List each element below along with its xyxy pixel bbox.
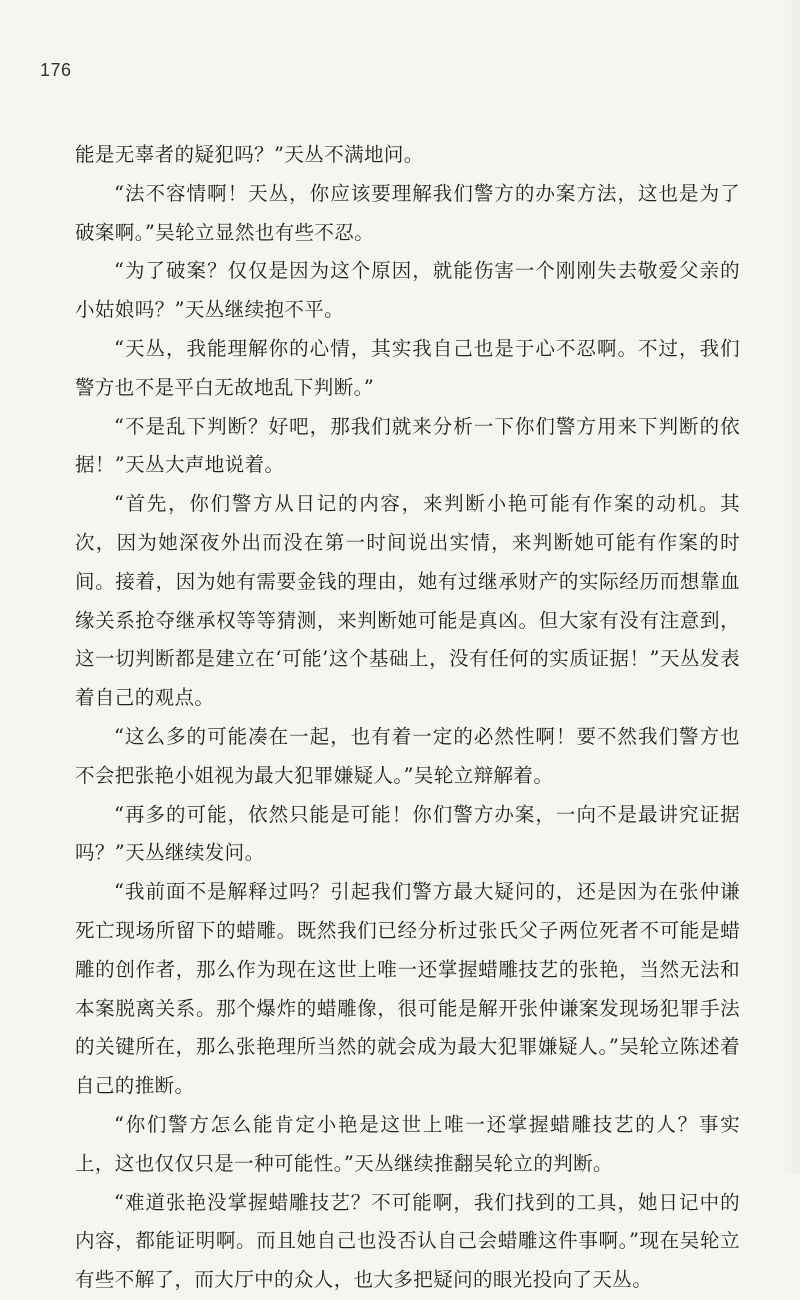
paragraph-6: “首先，你们警方从日记的内容，来判断小艳可能有作案的动机。其次，因为她深夜外出而没在第一时间说出实情，来判断她可能有作案的时间。接着，因为她有需要金钱的理由，她有过继承财产的实际经历而想靠血缘关系抢夺继承权等等猜测，来判断她可能是真凶。但大家有没有注意到，这一切判断都是建立在‘可能’这个基础上，没有任何的实质证据！”天丛发表着自己的观点。 <box>75 492 740 710</box>
page-edge-shadow <box>778 0 800 1174</box>
paragraph-3: “为了破案？仅仅是因为这个原因，就能伤害一个刚刚失去敬爱父亲的小姑娘吗？”天丛继续抱不平。 <box>75 259 740 322</box>
paragraph-9: “我前面不是解释过吗？引起我们警方最大疑问的，还是因为在张仲谦死亡现场所留下的蜡雕。既然我们已经分析过张氏父子两位死者不可能是蜡雕的创作者，那么作为现在这世上唯一还掌握蜡雕技艺的张艳，当然无法和本案脱离关系。那个爆炸的蜡雕像，很可能是解开张仲谦案发现场犯罪手法的关键所在，那么张艳理所当然的就会成为最大犯罪嫌疑人。”吴轮立陈述着自己的推断。 <box>75 880 740 1098</box>
body-text <box>75 136 740 1300</box>
paragraph-2: “法不容情啊！天丛，你应该要理解我们警方的办案方法，这也是为了破案啊。”吴轮立显然也有些不忍。 <box>75 181 740 244</box>
paragraph-5: “不是乱下判断？好吧，那我们就来分析一下你们警方用来下判断的依据！”天丛大声地说着。 <box>75 414 740 477</box>
paragraph-10: “你们警方怎么能肯定小艳是这世上唯一还掌握蜡雕技艺的人？事实上，这也仅仅只是一种可能性。”天丛继续推翻吴轮立的判断。 <box>75 1112 740 1175</box>
paragraph-4: “天丛，我能理解你的心情，其实我自己也是于心不忍啊。不过，我们警方也不是平白无故地乱下判断。” <box>75 336 740 399</box>
paragraph-11: “难道张艳没掌握蜡雕技艺？不可能啊，我们找到的工具，她日记中的内容，都能证明啊。而且她自己也没否认自己会蜡雕这件事啊。”现在吴轮立有些不解了，而大厅中的众人，也大多把疑问的眼光投向了天丛。 <box>75 1190 740 1292</box>
paragraph-8: “再多的可能，依然只能是可能！你们警方办案，一向不是最讲究证据吗？”天丛继续发问。 <box>75 802 740 865</box>
page-number: 176 <box>40 60 72 80</box>
paragraph-1: 能是无辜者的疑犯吗？”天丛不满地问。 <box>75 143 424 166</box>
paragraph-7: “这么多的可能凑在一起，也有着一定的必然性啊！要不然我们警方也不会把张艳小姐视为最大犯罪嫌疑人。”吴轮立辩解着。 <box>75 724 740 787</box>
